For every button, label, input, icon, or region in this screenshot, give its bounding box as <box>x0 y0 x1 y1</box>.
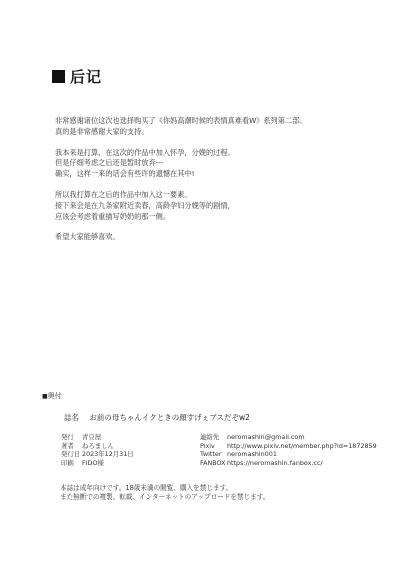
info-value: 2023年12月31日 <box>82 450 134 459</box>
info-row <box>61 433 134 442</box>
colophon-title-row <box>64 412 250 423</box>
contact-row <box>200 459 377 468</box>
text-line: 我本来是打算，在这次的作品中加入怀孕，分娩的过程。 <box>55 147 235 157</box>
text-line: 希望大家能够喜欢。 <box>55 232 120 242</box>
contact-info <box>200 433 377 467</box>
square-bullet-icon <box>52 70 65 83</box>
text-line: 应该会考虑着重描写奶奶的那一侧。 <box>55 211 171 221</box>
afterword-paragraph-3 <box>55 190 385 222</box>
info-key: 発行日 <box>61 450 81 459</box>
contact-row <box>200 450 377 459</box>
text-line: 接下来会是在九条家附近卖春，高龄孕妇分娩等的剧情， <box>55 200 235 210</box>
contact-key: Pixiv <box>200 441 215 450</box>
afterword-paragraph-1 <box>55 116 385 138</box>
info-key: 発行 <box>61 433 74 441</box>
afterword-body <box>55 116 385 253</box>
info-row <box>61 459 134 468</box>
publisher-info <box>61 433 134 467</box>
contact-key: 連絡先 <box>200 433 220 441</box>
notice-line: また無断での複製、転載、インターネットのアップロードを禁じます。 <box>60 493 270 501</box>
text-line: 真的是非常感谢大家的支持。 <box>55 126 149 136</box>
contact-email[interactable]: neromashin@gmail.com <box>227 433 305 441</box>
square-bullet-icon: ■ <box>42 393 48 400</box>
info-row <box>61 450 134 459</box>
afterword-heading <box>52 66 102 87</box>
legal-notice <box>60 484 269 502</box>
afterword-title: 后记 <box>70 68 103 86</box>
fanbox-link[interactable]: https://neromashin.fanbox.cc/ <box>227 458 323 467</box>
colophon-label <box>42 391 62 401</box>
info-key: 印刷 <box>61 458 74 467</box>
notice-line: 本誌は成年向けです。18歳未満の閲覧、購入を禁じます。 <box>60 484 233 492</box>
text-line: 非常感谢诸位这次也选择购买了《你妈高潮时候的表情真难看W》系列第二部。 <box>55 116 307 125</box>
pixiv-link[interactable]: http://www.pixiv.net/member.php?id=1872859 <box>227 441 377 450</box>
contact-key: Twitter <box>200 450 222 459</box>
book-title: お前の母ちゃんイクときの顔すげぇブスだぞw2 <box>89 413 250 422</box>
text-line: 所以我打算在之后的作品中加入这一要素。 <box>55 189 192 199</box>
contact-row <box>200 433 377 442</box>
colophon-label-text: 奥付 <box>47 392 62 400</box>
twitter-handle[interactable]: neromashin001 <box>227 450 277 459</box>
title-label: 誌名 <box>64 413 79 422</box>
contact-key: FANBOX <box>200 458 226 467</box>
info-row <box>61 442 134 451</box>
info-value: FIDO様 <box>82 458 104 467</box>
text-line: 确实，这样一来的话会有些许的遗憾在其中! <box>55 169 195 179</box>
afterword-paragraph-4 <box>55 232 385 243</box>
contact-row <box>200 442 377 451</box>
afterword-paragraph-2 <box>55 148 385 180</box>
info-value: 青豆屋 <box>82 433 102 441</box>
info-key: 著者 <box>61 441 74 450</box>
info-value: ねろましん <box>82 441 114 450</box>
text-line: 但是仔细考虑之后还是暂时放弃--- <box>55 158 164 168</box>
